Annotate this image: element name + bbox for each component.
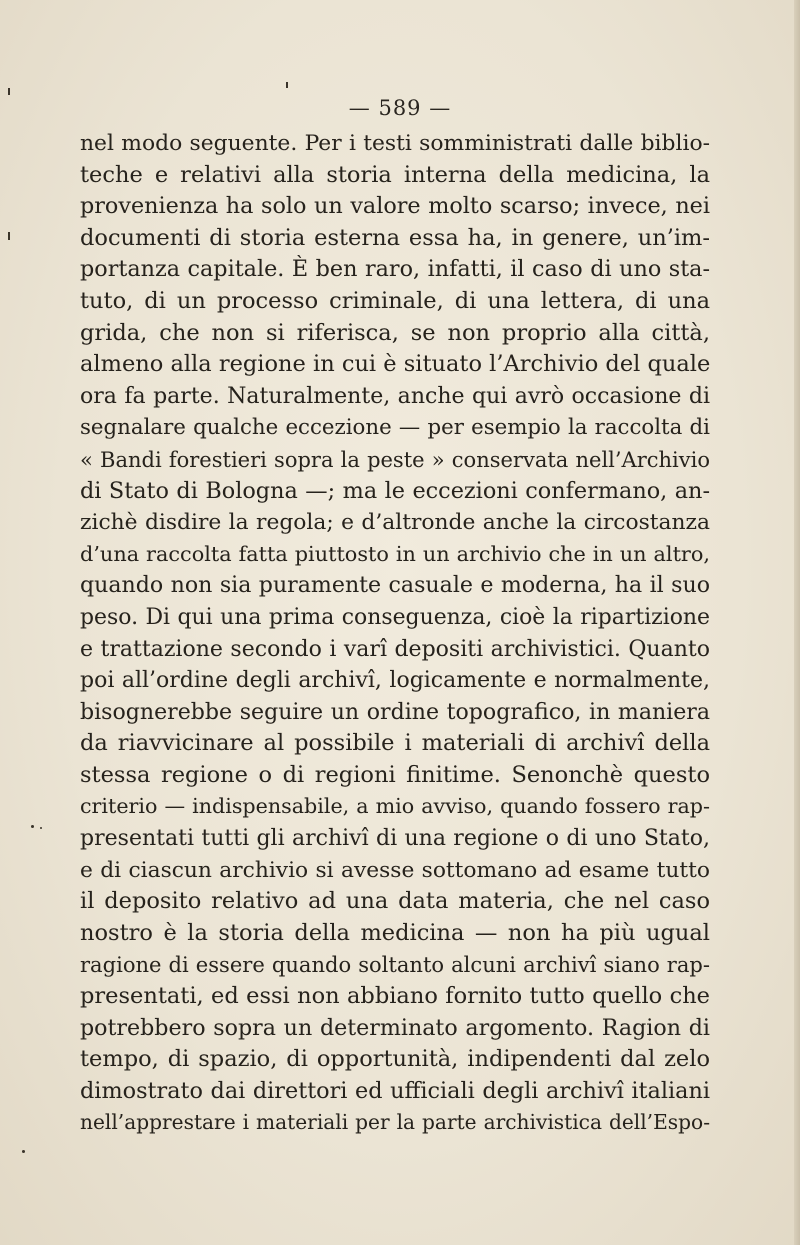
text-line: nell’apprestare i materiali per la parte archivistica dell’Espo-	[80, 1110, 710, 1135]
text-line: nel modo seguente. Per i testi somministrati dalle biblio-	[80, 131, 710, 156]
text-line: portanza capitale. È ben raro, infatti, il caso di uno sta-	[80, 256, 710, 283]
ink-speck	[8, 88, 10, 95]
text-line: nostro è la storia della medicina — non ha più ugual	[80, 919, 710, 946]
text-line: criterio — indispensabile, a mio avviso, quando fossero rap-	[80, 794, 710, 819]
ink-speck	[40, 827, 42, 829]
text-line: e di ciascun archivio si avesse sottomano ad esame tutto	[80, 857, 710, 883]
text-line: documenti di storia esterna essa ha, in genere, un’im-	[80, 224, 710, 251]
body-text	[80, 128, 710, 1139]
text-line: grida, che non si riferisca, se non proprio alla città,	[80, 319, 710, 346]
text-line: zichè disdire la regola; e d’altronde anche la circostanza	[80, 510, 710, 536]
ink-speck	[286, 82, 288, 88]
text-line: potrebbero sopra un determinato argomento. Ragion di	[80, 1014, 710, 1041]
text-line: presentati tutti gli archivî di una regione o di uno Stato,	[80, 826, 710, 852]
text-line: presentati, ed essi non abbiano fornito tutto quello che	[80, 983, 710, 1010]
text-line: almeno alla regione in cui è situato l’Archivio del quale	[80, 351, 711, 378]
ink-speck	[8, 232, 10, 240]
text-line: provenienza ha solo un valore molto scarso; invece, nei	[80, 193, 710, 220]
text-line: ora fa parte. Naturalmente, anche qui avrò occasione di	[80, 383, 710, 409]
text-line: da riavvicinare al possibile i materiali di archivî della	[80, 730, 710, 757]
text-line: bisognerebbe seguire un ordine topografico, in maniera	[80, 699, 710, 725]
text-line: stessa regione o di regioni finitime. Senonchè questo	[80, 761, 710, 788]
text-line: segnalare qualche eccezione — per esempio la raccolta di	[80, 415, 710, 441]
text-line: peso. Di qui una prima conseguenza, cioè la ripartizione	[80, 604, 710, 630]
text-line: « Bandi forestieri sopra la peste » conservata nell’Archivio	[80, 446, 710, 472]
text-line: dimostrato dai direttori ed ufficiali degli archivî italiani	[80, 1077, 710, 1104]
text-line: teche e relativi alla storia interna della medicina, la	[80, 161, 710, 188]
text-line: poi all’ordine degli archivî, logicamente e normalmente,	[80, 668, 710, 694]
page-edge	[794, 0, 800, 1245]
text-line: d’una raccolta fatta piuttosto in un archivio che in un altro,	[80, 541, 710, 566]
text-line: di Stato di Bologna —; ma le eccezioni confermano, an-	[80, 477, 710, 504]
text-line: il deposito relativo ad una data materia, che nel caso	[80, 888, 710, 915]
text-line: ragione di essere quando soltanto alcuni archivî siano rap-	[80, 952, 710, 978]
text-line: tuto, di un processo criminale, di una lettera, di una	[80, 287, 710, 314]
text-line: tempo, di spazio, di opportunità, indipendenti dal zelo	[80, 1046, 710, 1073]
text-line: quando non sia puramente casuale e moderna, ha il suo	[80, 572, 710, 599]
ink-speck	[22, 1150, 25, 1153]
ink-speck	[31, 825, 34, 828]
text-line: e trattazione secondo i varî depositi archivistici. Quanto	[80, 636, 710, 662]
page-number: — 589 —	[348, 96, 452, 120]
